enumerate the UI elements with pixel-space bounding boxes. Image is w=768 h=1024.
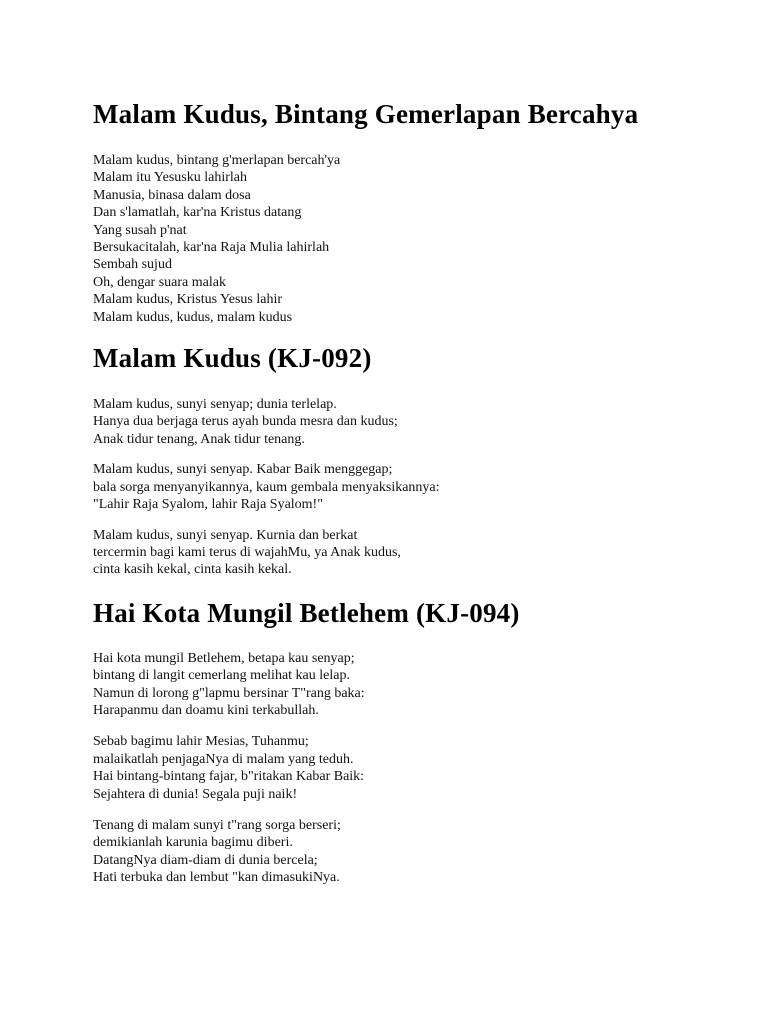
lyric-line: Namun di lorong g"lapmu bersinar T"rang baka: [93, 685, 365, 701]
lyric-line: Oh, dengar suara malak [93, 274, 226, 290]
stanza [93, 527, 708, 579]
lyric-line: tercermin bagi kami terus di wajahMu, ya Anak kudus, [93, 544, 401, 560]
lyric-line: Malam kudus, kudus, malam kudus [93, 309, 293, 325]
lyric-line: Bersukacitalah, kar'na Raja Mulia lahirlah [93, 240, 330, 256]
lyric-line: Malam itu Yesusku lahirlah [93, 170, 247, 186]
lyric-line: Manusia, binasa dalam dosa [93, 187, 251, 203]
lyric-line: Hai bintang-bintang fajar, b"ritakan Kabar Baik: [93, 769, 365, 785]
stanza [93, 152, 708, 326]
lyric-line: Harapanmu dan doamu kini terkabullah. [93, 702, 319, 718]
lyric-line: Malam kudus, Kristus Yesus lahir [93, 292, 283, 308]
lyric-line: bintang di langit cemerlang melihat kau lelap. [93, 668, 350, 684]
lyric-line: Hanya dua berjaga terus ayah bunda mesra dan kudus; [93, 414, 398, 430]
lyric-line: Sejahtera di dunia! Segala puji naik! [93, 786, 298, 802]
lyric-line: Malam kudus, sunyi senyap. Kurnia dan berkat [93, 527, 358, 543]
lyric-line: Sebab bagimu lahir Mesias, Tuhanmu; [93, 734, 309, 750]
lyric-line: Anak tidur tenang, Anak tidur tenang. [93, 431, 305, 447]
song-section [93, 97, 708, 326]
stanza [93, 461, 708, 513]
lyric-line: Malam kudus, sunyi senyap. Kabar Baik menggegap; [93, 462, 393, 478]
lyric-line: malaikatlah penjagaNya di malam yang teduh. [93, 751, 354, 767]
stanza [93, 817, 708, 887]
section-heading: Hai Kota Mungil Betlehem (KJ-094) [93, 597, 520, 628]
stanza [93, 733, 708, 803]
lyric-line: Malam kudus, sunyi senyap; dunia terlelap. [93, 397, 337, 413]
lyric-line: Hati terbuka dan lembut "kan dimasukiNya. [93, 870, 340, 886]
lyric-line: DatangNya diam-diam di dunia bercela; [93, 852, 318, 868]
section-heading: Malam Kudus (KJ-092) [93, 343, 372, 374]
lyric-line: Hai kota mungil Betlehem, betapa kau senyap; [93, 650, 355, 666]
stanza [93, 650, 708, 720]
lyric-line: Sembah sujud [93, 257, 172, 273]
lyric-line: Dan s'lamatlah, kar'na Kristus datang [93, 205, 302, 221]
song-section [93, 596, 708, 887]
lyric-line: Malam kudus, bintang g'merlapan bercah'ya [93, 153, 341, 168]
section-heading: Malam Kudus, Bintang Gemerlapan Bercahya [93, 99, 639, 129]
lyric-line: bala sorga menyanyikannya, kaum gembala menyaksikannya: [93, 479, 440, 495]
lyric-line: Tenang di malam sunyi t"rang sorga berseri; [93, 817, 341, 833]
stanza [93, 396, 708, 448]
lyric-line: "Lahir Raja Syalom, lahir Raja Syalom!" [93, 497, 323, 513]
lyric-line: cinta kasih kekal, cinta kasih kekal. [93, 562, 292, 578]
lyric-line: demikianlah karunia bagimu diberi. [93, 835, 293, 851]
song-section [93, 341, 708, 579]
lyric-line: Yang susah p'nat [93, 222, 187, 238]
